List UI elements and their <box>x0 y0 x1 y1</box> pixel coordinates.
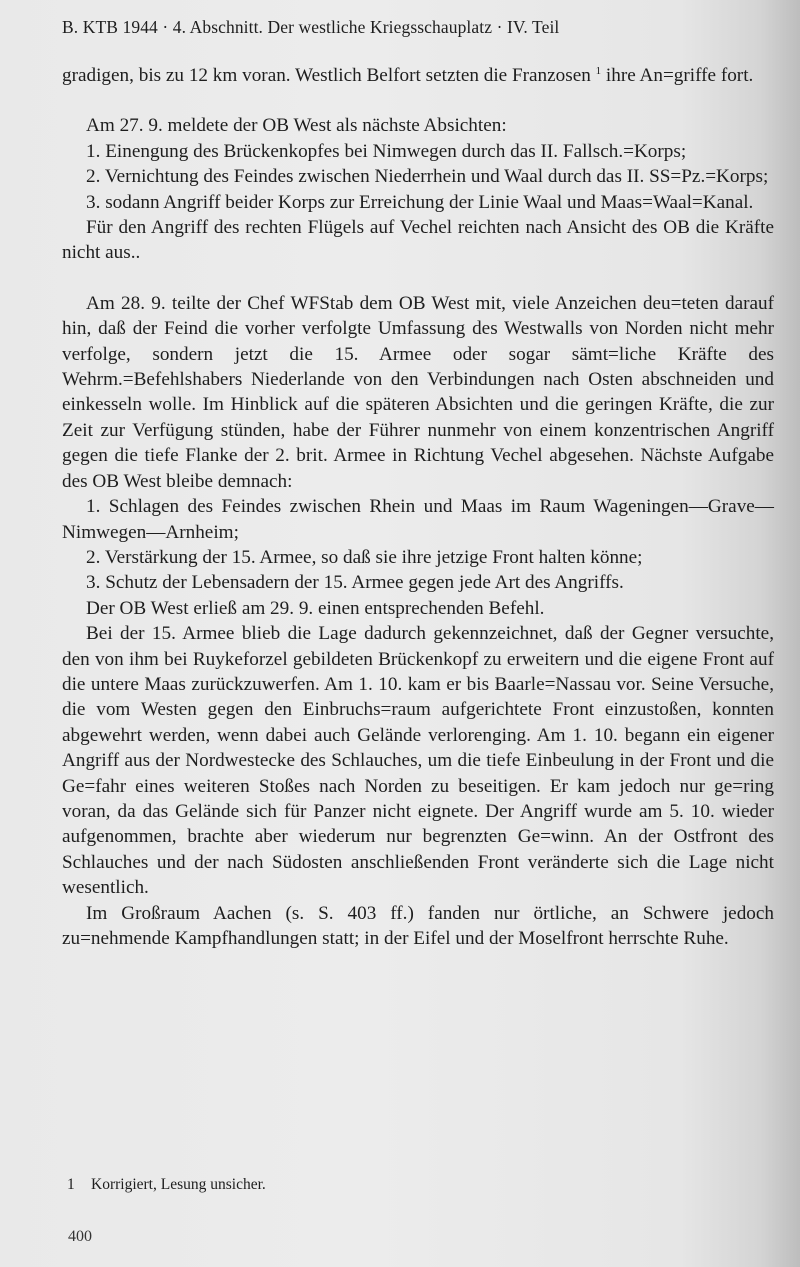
body-text <box>62 63 774 951</box>
paragraph: Am 27. 9. meldete der OB West als nächste Absichten: <box>86 115 507 137</box>
paragraph: Der OB West erließ am 29. 9. einen entsprechenden Befehl. <box>86 597 545 619</box>
running-head: B. KTB 1944 · 4. Abschnitt. Der westliche Kriegsschauplatz · IV. Teil <box>62 17 560 37</box>
paragraph: Für den Angriff des rechten Flügels auf Vechel reichten nach Ansicht des OB die Kräfte nicht aus.. <box>62 217 774 264</box>
footnote-number: 1 <box>67 1176 75 1193</box>
list-item: 2. Vernichtung des Feindes zwischen Niederrhein und Waal durch das II. SS=Pz.=Korps; <box>86 166 769 188</box>
list-item: 3. Schutz der Lebensadern der 15. Armee gegen jede Art des Angriffs. <box>86 572 624 594</box>
list-item: 3. sodann Angriff beider Korps zur Erreichung der Linie Waal und Maas=Waal=Kanal. <box>86 191 754 213</box>
footnote-text: Korrigiert, Lesung unsicher. <box>91 1176 266 1193</box>
paragraph: Im Großraum Aachen (s. S. 403 ff.) fanden nur örtliche, an Schwere jedoch zu=nehmende Kampfhandlungen statt; in der Eifel und der Moselfront herrschte Ruhe. <box>62 902 774 949</box>
footnote-reference: 1 <box>595 65 602 77</box>
paragraph <box>62 63 774 88</box>
paragraph-text: ihre An=griffe fort. <box>601 65 754 86</box>
paragraph: Am 28. 9. teilte der Chef WFStab dem OB West mit, viele Anzeichen deu=teten darauf hin, daß der Feind die vorher verfolgte Umfassung des Westwalls von Norden nicht mehr verfolge, sondern jetzt die 15. Armee oder sogar sämt=liche Kräfte des Wehrm.=Befehlshabers Niederlande von den Verbindungen nach Osten abschneiden und einkesseln wolle. Im Hinblick auf die späteren Absichten und die geringen Kräfte, die zur Zeit zur Verfügung stünden, habe der Führer nunmehr von einem konzentrischen Angriff gegen die tiefe Flanke der 2. brit. Armee in Richtung Vechel abgesehen. Nächste Aufgabe des OB West bleibe demnach: <box>62 292 774 492</box>
list-item: 1. Schlagen des Feindes zwischen Rhein und Maas im Raum Wageningen—Grave—Nimwegen—Arnheim; <box>62 496 774 543</box>
list-item: 2. Verstärkung der 15. Armee, so daß sie ihre jetzige Front halten könne; <box>86 546 643 568</box>
paragraph-text: gradigen, bis zu 12 km voran. Westlich Belfort setzten die Franzosen <box>62 65 596 86</box>
list-item: 1. Einengung des Brückenkopfes bei Nimwegen durch das II. Fallsch.=Korps; <box>86 140 687 162</box>
page-number: 400 <box>68 1228 92 1245</box>
footnote <box>67 1176 266 1194</box>
paragraph: Bei der 15. Armee blieb die Lage dadurch gekennzeichnet, daß der Gegner versuchte, den von ihm bei Ruykeforzel gebildeten Brückenkopf zu erweitern und die eigene Front auf die untere Maas zurückzuwerfen. Am 1. 10. kam er bis Baarle=Nassau vor. Seine Versuche, die vom Westen gegen den Einbruchs=raum aufgerichtete Front einzustoßen, konnten abgewehrt werden, wenn dabei auch Gelände verlorenging. Am 1. 10. begann ein eigener Angriff aus der Nordwestecke des Schlauches, um die tiefe Einbeulung in der Front und die Ge=fahr eines weiteren Stoßes nach Norden zu beseitigen. Er kam jedoch nur ge=ring voran, da das Gelände sich für Panzer nicht eignete. Der Angriff wurde am 5. 10. wieder aufgenommen, brachte aber wiederum nur begrenzten Ge=winn. An der Ostfront des Schlauches und der nach Südosten anschließenden Front veränderte sich die Lage nicht wesentlich. <box>62 623 774 899</box>
